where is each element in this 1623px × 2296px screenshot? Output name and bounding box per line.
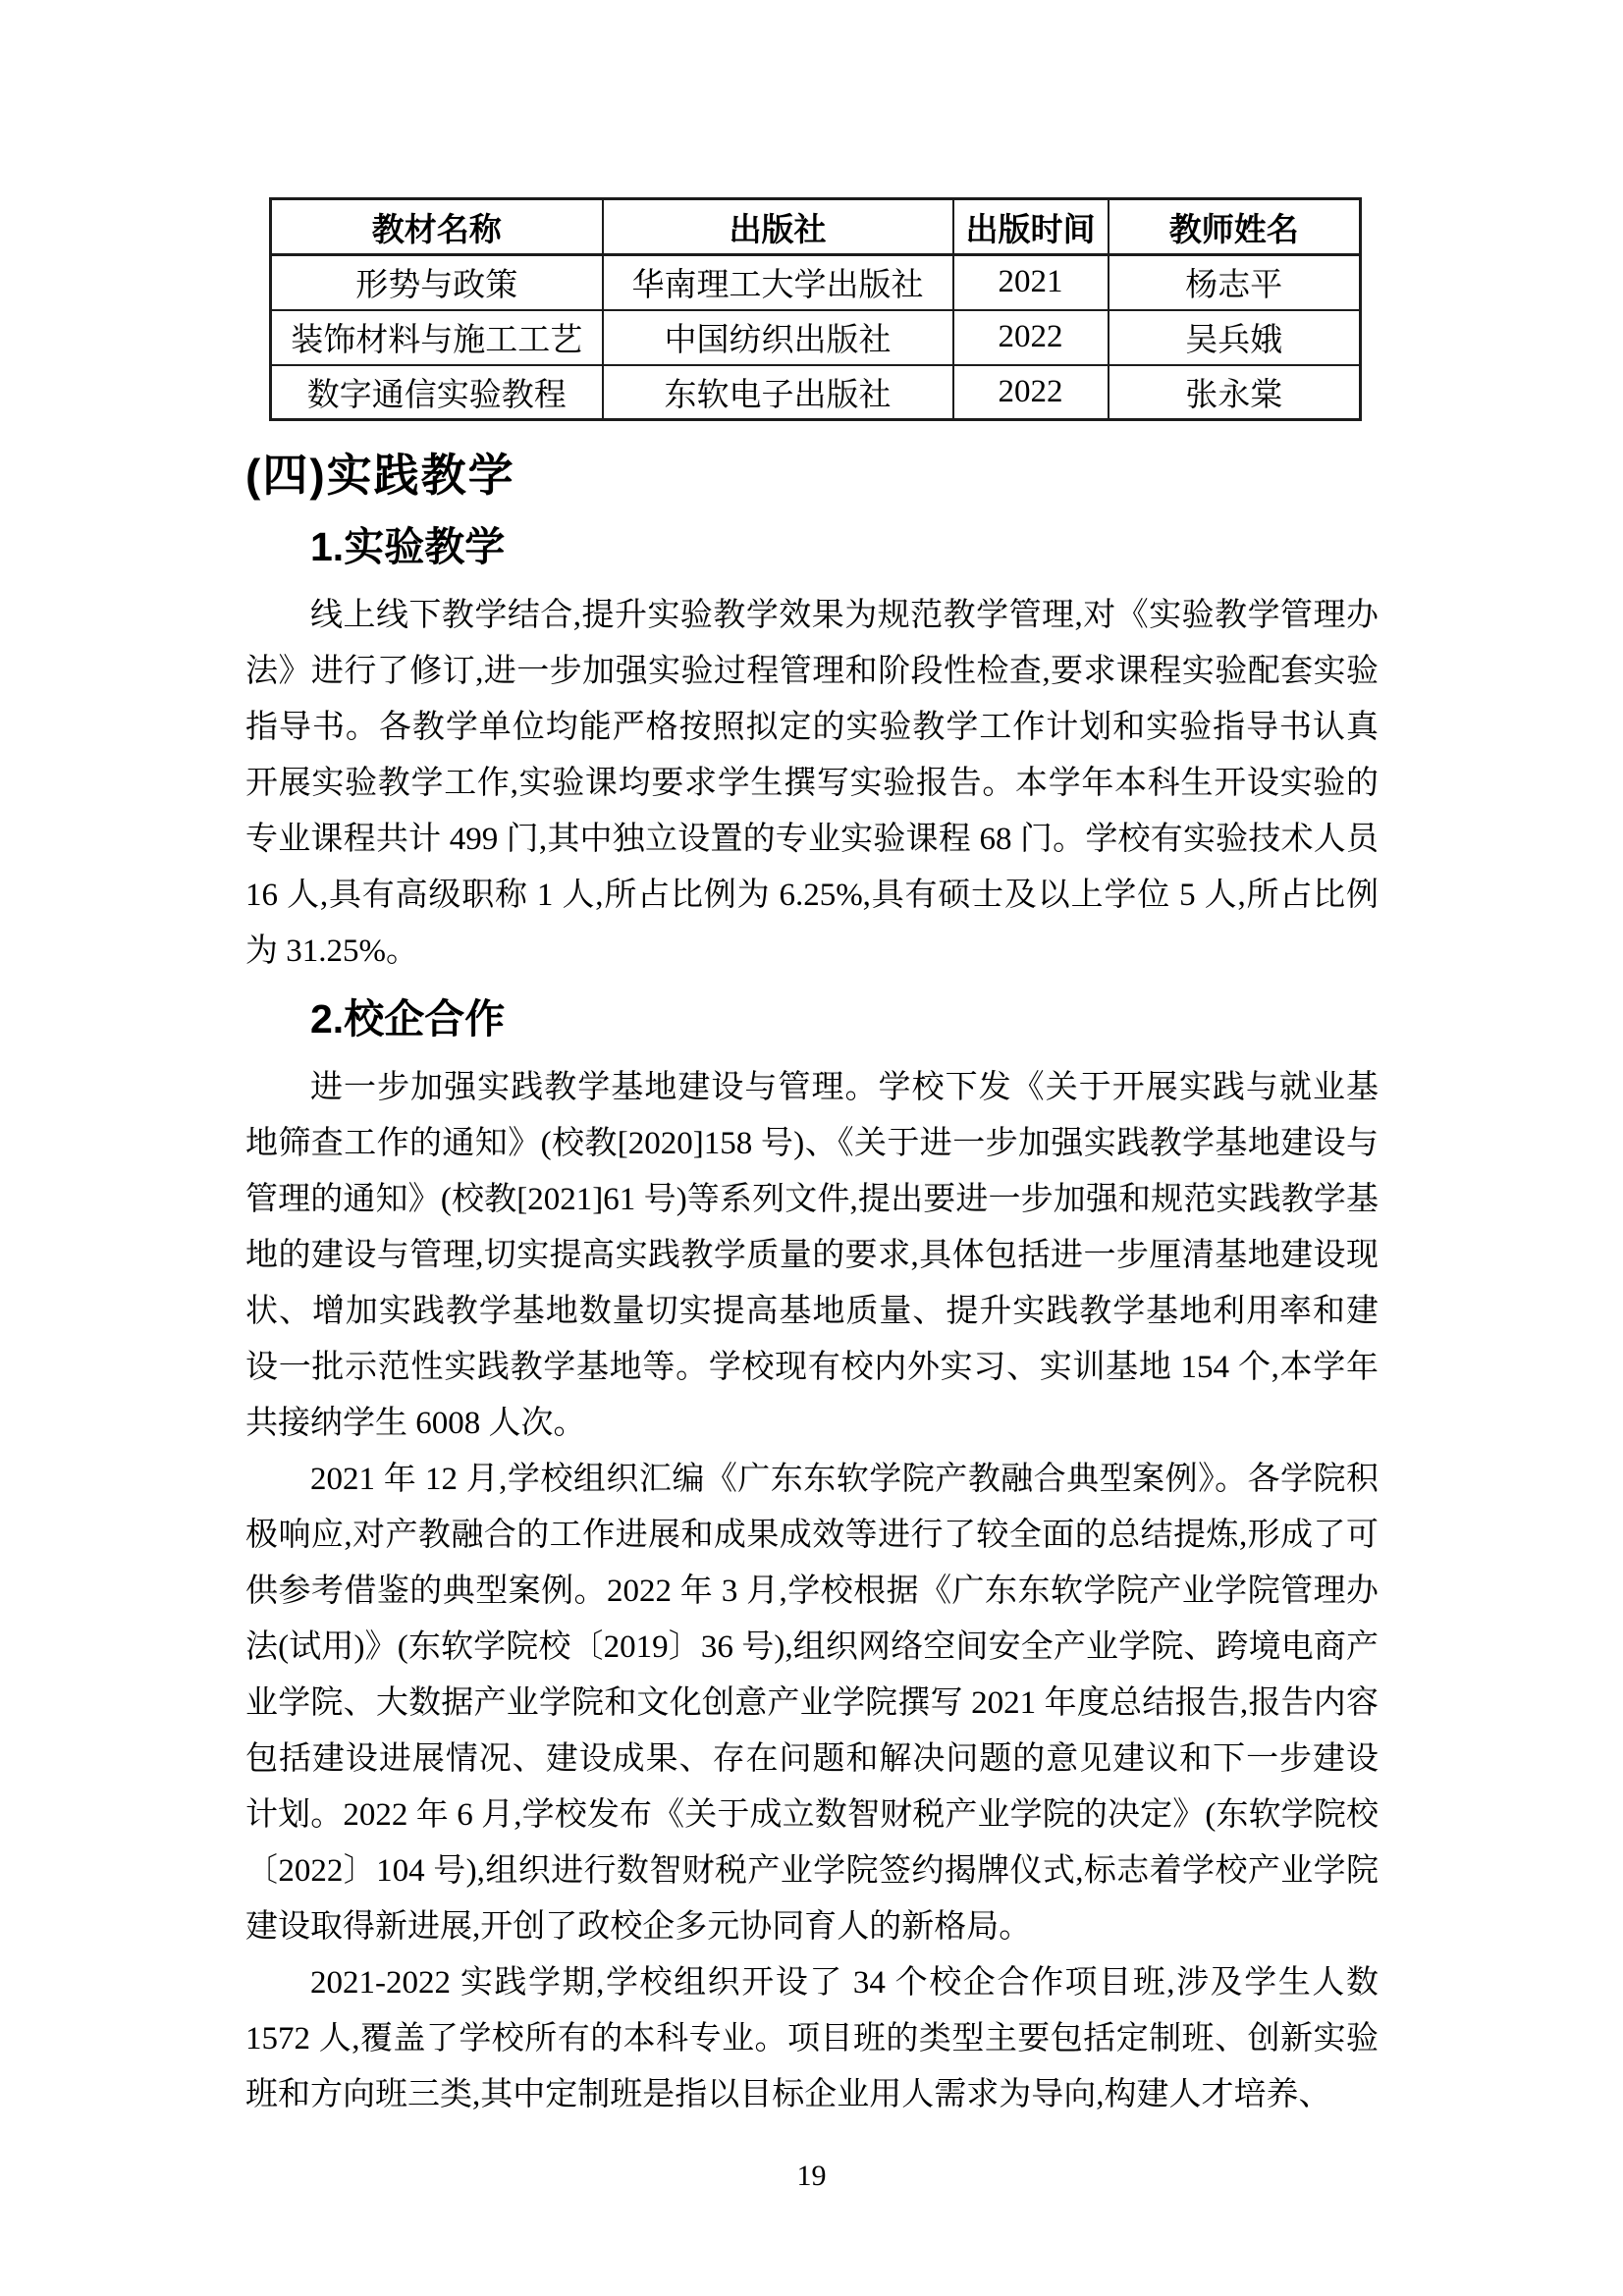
- table-header-publish-date: 出版时间: [953, 199, 1109, 255]
- section-heading-practice-teaching: (四)实践教学: [245, 450, 515, 501]
- table-header-textbook-name: 教材名称: [271, 199, 603, 255]
- table-cell-teacher-name: 张永棠: [1109, 365, 1361, 420]
- paragraph-project-class: 2021-2022 实践学期,学校组织开设了 34 个校企合作项目班,涉及学生人数 1572 人,覆盖了学校所有的本科专业。项目班的类型主要包括定制班、创新实验班和方向班三类,其中定制班是指以目标企业用人需求为导向,构建人才培养、: [245, 1965, 1379, 2112]
- subsection-heading-school-enterprise-cooperation: 2.校企合作: [310, 996, 506, 1041]
- textbook-table: [269, 197, 1362, 421]
- table-cell-publish-date: 2021: [953, 255, 1109, 310]
- table-cell-teacher-name: 杨志平: [1109, 255, 1361, 310]
- table-row: [271, 365, 1361, 420]
- table-cell-textbook-name: 装饰材料与施工工艺: [271, 310, 603, 365]
- table-row: [271, 310, 1361, 365]
- table-cell-teacher-name: 吴兵娥: [1109, 310, 1361, 365]
- paragraph-experiment-teaching: 线上线下教学结合,提升实验教学效果为规范教学管理,对《实验教学管理办法》进行了修订,进一步加强实验过程管理和阶段性检查,要求课程实验配套实验指导书。各教学单位均能严格按照拟定的实验教学工作计划和实验指导书认真开展实验教学工作,实验课均要求学生撰写实验报告。本学年本科生开设实验的专业课程共计 499 门,其中独立设置的专业实验课程 68 门。学校有实验技术人员 16 人,具有高级职称 1 人,所占比例为 6.25%,具有硕士及以上学位 5 人,所占比例为 31.25%。: [245, 598, 1379, 969]
- table-row: [271, 255, 1361, 310]
- table-cell-textbook-name: 形势与政策: [271, 255, 603, 310]
- table-cell-publisher: 华南理工大学出版社: [603, 255, 953, 310]
- page-number: 19: [796, 2160, 827, 2192]
- table-cell-publisher: 中国纺织出版社: [603, 310, 953, 365]
- table-cell-textbook-name: 数字通信实验教程: [271, 365, 603, 420]
- subsection-heading-experiment-teaching: 1.实验教学: [310, 524, 506, 569]
- paragraph-practice-base: 进一步加强实践教学基地建设与管理。学校下发《关于开展实践与就业基地筛查工作的通知》(校教[2020]158 号)、《关于进一步加强实践教学基地建设与管理的通知》(校教[2021]61 号)等系列文件,提出要进一步加强和规范实践教学基地的建设与管理,切实提高实践教学质量的要求,具体包括进一步厘清基地建设现状、增加实践教学基地数量切实提高基地质量、提升实践教学基地利用率和建设一批示范性实践教学基地等。学校现有校内外实习、实训基地 154 个,本学年共接纳学生 6008 人次。: [245, 1070, 1379, 1441]
- table-cell-publisher: 东软电子出版社: [603, 365, 953, 420]
- table-cell-publish-date: 2022: [953, 310, 1109, 365]
- table-header-publisher: 出版社: [603, 199, 953, 255]
- table-cell-publish-date: 2022: [953, 365, 1109, 420]
- table-header-row: [271, 199, 1361, 255]
- paragraph-industry-college: 2021 年 12 月,学校组织汇编《广东东软学院产教融合典型案例》。各学院积极响应,对产教融合的工作进展和成果成效等进行了较全面的总结提炼,形成了可供参考借鉴的典型案例。2022 年 3 月,学校根据《广东东软学院产业学院管理办法(试用)》(东软学院校〔2019〕36 号),组织网络空间安全产业学院、跨境电商产业学院、大数据产业学院和文化创意产业学院撰写 2021 年度总结报告,报告内容包括建设进展情况、建设成果、存在问题和解决问题的意见建议和下一步建设计划。2022 年 6 月,学校发布《关于成立数智财税产业学院的决定》(东软学院校〔2022〕104 号),组织进行数智财税产业学院签约揭牌仪式,标志着学校产业学院建设取得新进展,开创了政校企多元协同育人的新格局。: [245, 1462, 1379, 1945]
- table-header-teacher-name: 教师姓名: [1109, 199, 1361, 255]
